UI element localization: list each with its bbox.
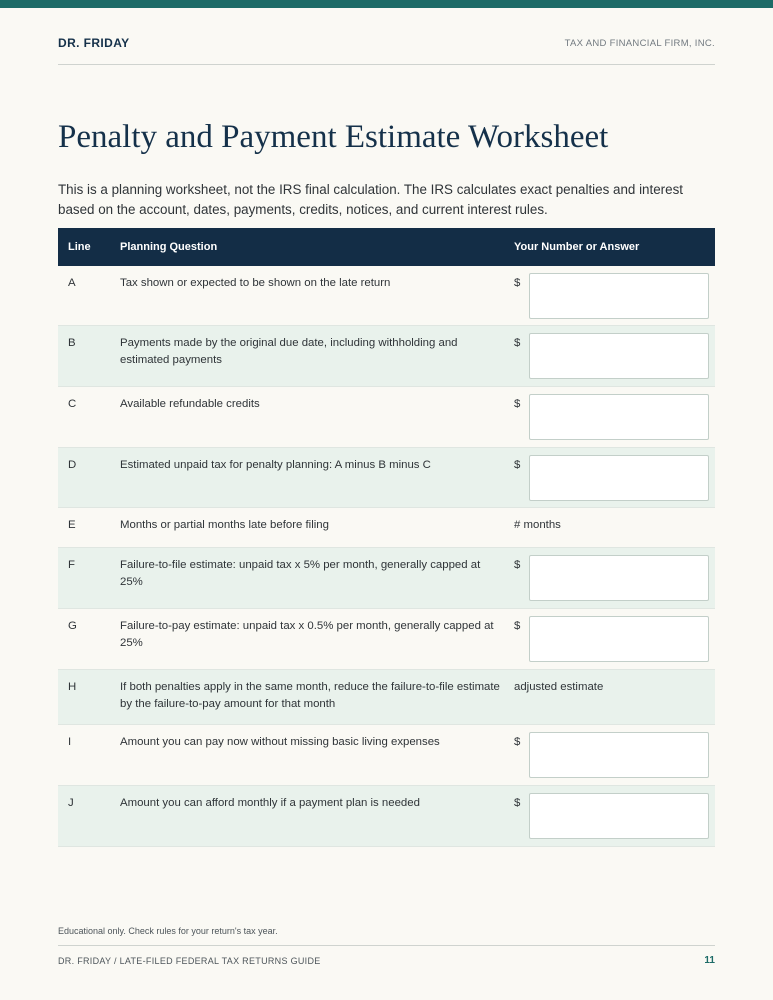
- answer-input-box[interactable]: [529, 793, 709, 839]
- dollar-sign: $: [514, 398, 521, 410]
- top-accent-bar: [0, 0, 773, 8]
- answer-cell: [514, 448, 715, 507]
- planning-question: Amount you can afford monthly if a payment plan is needed: [120, 797, 420, 809]
- planning-question: Available refundable credits: [120, 398, 260, 410]
- answer-cell: [514, 508, 715, 547]
- line-label: C: [68, 398, 77, 410]
- planning-question: Failure-to-file estimate: unpaid tax x 5% per month, generally capped at 25%: [120, 559, 481, 588]
- header-answer: Your Number or Answer: [514, 241, 640, 253]
- page-title: Penalty and Payment Estimate Worksheet: [58, 119, 609, 155]
- answer-cell: [514, 725, 715, 785]
- page-header: [58, 30, 715, 65]
- answer-input-box[interactable]: [529, 732, 709, 778]
- table-row: [58, 609, 715, 670]
- line-label: D: [68, 459, 77, 471]
- dollar-sign: $: [514, 736, 521, 748]
- table-body: [58, 266, 715, 847]
- answer-input-box[interactable]: [529, 555, 709, 601]
- footer-guide-title: DR. FRIDAY / LATE-FILED FEDERAL TAX RETURNS GUIDE: [58, 955, 321, 966]
- intro-paragraph: This is a planning worksheet, not the IRS final calculation. The IRS calculates exact penalties and interest based on the account, dates, payments, credits, notices, and current interest rules.: [58, 182, 683, 217]
- dollar-sign: $: [514, 337, 521, 349]
- answer-input-box[interactable]: [529, 333, 709, 379]
- planning-question: Payments made by the original due date, including withholding and estimated payments: [120, 337, 458, 366]
- table-row: [58, 326, 715, 387]
- dollar-sign: $: [514, 459, 521, 471]
- dollar-sign: $: [514, 620, 521, 632]
- table-row: [58, 387, 715, 448]
- planning-question: Estimated unpaid tax for penalty planning: A minus B minus C: [120, 459, 431, 471]
- line-label: F: [68, 559, 75, 571]
- answer-unit: adjusted estimate: [514, 681, 604, 693]
- line-label: A: [68, 277, 76, 289]
- answer-cell: [514, 387, 715, 447]
- answer-cell: [514, 266, 715, 325]
- planning-question: Failure-to-pay estimate: unpaid tax x 0.5% per month, generally capped at 25%: [120, 620, 494, 649]
- line-label: H: [68, 681, 77, 693]
- answer-input-box[interactable]: [529, 394, 709, 440]
- line-label: J: [68, 797, 74, 809]
- planning-question: Amount you can pay now without missing basic living expenses: [120, 736, 440, 748]
- table-header: [58, 228, 715, 266]
- answer-unit: # months: [514, 519, 561, 531]
- dollar-sign: $: [514, 559, 521, 571]
- table-row: [58, 670, 715, 725]
- table-row: [58, 508, 715, 548]
- answer-cell: [514, 326, 715, 386]
- line-label: G: [68, 620, 77, 632]
- brand-name: DR. FRIDAY: [58, 36, 130, 50]
- planning-question: Months or partial months late before filing: [120, 519, 329, 531]
- footnote: Educational only. Check rules for your return's tax year.: [58, 926, 278, 936]
- planning-question: If both penalties apply in the same month, reduce the failure-to-file estimate by the failure-to-pay amount for that month: [120, 681, 500, 710]
- table-row: [58, 266, 715, 326]
- table-row: [58, 786, 715, 847]
- answer-cell: [514, 609, 715, 669]
- table-row: [58, 548, 715, 609]
- table-row: [58, 725, 715, 786]
- dollar-sign: $: [514, 797, 521, 809]
- line-label: E: [68, 519, 76, 531]
- table-row: [58, 448, 715, 508]
- answer-input-box[interactable]: [529, 455, 709, 501]
- answer-input-box[interactable]: [529, 273, 709, 319]
- header-line: Line: [68, 241, 91, 253]
- answer-cell: [514, 548, 715, 608]
- page-number: 11: [704, 955, 715, 966]
- line-label: I: [68, 736, 72, 748]
- planning-question: Tax shown or expected to be shown on the late return: [120, 277, 391, 289]
- firm-name: TAX AND FINANCIAL FIRM, INC.: [564, 38, 715, 49]
- dollar-sign: $: [514, 277, 521, 289]
- answer-cell: [514, 786, 715, 846]
- answer-input-box[interactable]: [529, 616, 709, 662]
- worksheet-table: [58, 228, 715, 847]
- header-question: Planning Question: [120, 241, 218, 253]
- answer-cell: [514, 670, 715, 724]
- line-label: B: [68, 337, 76, 349]
- page-footer: [58, 945, 715, 973]
